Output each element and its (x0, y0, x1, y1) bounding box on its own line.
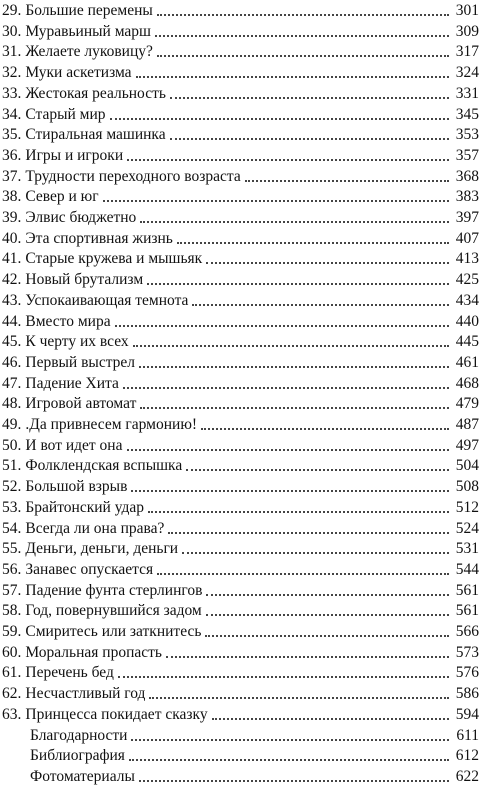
dot-leader (110, 117, 449, 120)
chapter-number: 58. (2, 602, 22, 620)
back-matter-entry (30, 766, 479, 786)
page-number: 413 (455, 250, 479, 268)
chapter-number: 50. (2, 436, 22, 454)
dot-leader (139, 779, 449, 782)
dot-leader (157, 572, 449, 575)
toc-entry (2, 228, 479, 248)
chapter-number: 36. (2, 146, 22, 164)
chapter-number: 62. (2, 685, 22, 703)
chapter-title: И вот идет она (25, 436, 123, 454)
chapter-title: Жестокая реальность (25, 84, 166, 102)
toc-entry (2, 414, 479, 434)
section-title: Библиография (30, 747, 125, 765)
dot-leader (245, 179, 449, 182)
dot-leader (127, 448, 450, 451)
page-number: 445 (455, 333, 479, 351)
chapter-title: Муки аскетизма (25, 64, 132, 82)
chapter-number: 55. (2, 540, 22, 558)
dot-leader (149, 696, 449, 699)
dot-leader (140, 406, 449, 409)
page-number: 434 (455, 291, 479, 309)
dot-leader (115, 324, 449, 327)
dot-leader (103, 199, 449, 202)
page-number: 309 (455, 22, 479, 40)
chapter-number: 30. (2, 22, 22, 40)
page-number: 586 (455, 685, 479, 703)
chapter-number: 42. (2, 271, 22, 289)
page-number: 573 (455, 643, 479, 661)
page-number: 566 (455, 623, 479, 640)
page-number: 301 (455, 2, 479, 19)
page-number: 368 (455, 167, 479, 185)
dot-leader (131, 489, 449, 492)
chapter-number: 60. (2, 643, 22, 661)
toc-entry (2, 559, 479, 579)
chapter-number: 56. (2, 560, 22, 578)
page-number: 479 (455, 395, 479, 413)
chapter-title: Старый мир (25, 105, 106, 123)
chapter-number: 40. (2, 229, 22, 247)
chapter-title: Всегда ли она права? (25, 519, 165, 537)
toc-entry (2, 290, 479, 310)
chapter-title: Трудности переходного возраста (25, 167, 241, 185)
page-number: 531 (455, 540, 479, 558)
chapter-title: Перечень бед (25, 664, 114, 682)
dot-leader (127, 158, 449, 161)
dot-leader (148, 510, 449, 513)
toc-entry (2, 104, 479, 124)
back-matter-entry (30, 745, 479, 765)
chapter-title: Моральная пропасть (25, 643, 162, 661)
toc-entry (2, 642, 479, 662)
toc-entry (2, 435, 479, 455)
toc-entry (2, 207, 479, 227)
chapter-title: Успокаивающая темнота (25, 291, 189, 309)
page-number: 357 (455, 146, 479, 164)
dot-leader (133, 344, 449, 347)
chapter-number: 43. (2, 291, 22, 309)
page-number: 345 (455, 105, 479, 123)
toc-entry (2, 41, 479, 61)
chapter-title: Несчастливый год (25, 685, 146, 703)
toc-entry (2, 21, 479, 41)
toc-entry (2, 497, 479, 517)
chapter-number: 51. (2, 457, 22, 475)
dot-leader (206, 261, 449, 264)
page-number: 622 (455, 767, 479, 785)
chapter-title: Игры и игроки (25, 146, 124, 164)
toc-entry (2, 393, 479, 413)
toc-entry (2, 476, 479, 496)
toc-entry (2, 166, 479, 186)
toc-entry (2, 248, 479, 268)
chapter-number: 49. (2, 416, 22, 433)
toc-entry (2, 331, 479, 351)
page-number: 611 (456, 726, 479, 744)
page-number: 324 (455, 64, 479, 82)
dot-leader (206, 613, 449, 616)
chapter-title: Падение фунта стерлингов (25, 581, 203, 599)
chapter-title: Большие перемены (25, 2, 153, 19)
page-number: 487 (455, 416, 479, 433)
dot-leader (123, 386, 449, 389)
chapter-title: Смиритесь или заткнитесь (25, 623, 202, 640)
page-number: 544 (455, 560, 479, 578)
dot-leader (168, 531, 449, 534)
chapter-title: Первый выстрел (25, 353, 136, 371)
chapter-title: Старые кружева и мышьяк (25, 250, 203, 268)
chapter-number: 32. (2, 64, 22, 82)
dot-leader (186, 468, 449, 471)
chapter-title: Элвис бюджетно (25, 209, 137, 226)
page-number: 397 (455, 209, 479, 226)
toc-entry (2, 145, 479, 165)
dot-leader (131, 738, 449, 741)
toc-entry (2, 683, 479, 703)
dot-leader (157, 13, 449, 16)
page-number: 383 (455, 188, 479, 206)
chapter-title: Брайтонский удар (25, 498, 144, 516)
toc-entry (2, 580, 479, 600)
chapter-title: Эта спортивная жизнь (25, 229, 173, 247)
chapter-number: 46. (2, 353, 22, 371)
chapter-title: Новый брутализм (25, 271, 144, 289)
toc-entry (2, 373, 479, 393)
toc-entry (2, 621, 479, 641)
toc-entry (2, 62, 479, 82)
toc-entry (2, 518, 479, 538)
toc-entry (2, 311, 479, 331)
dot-leader (129, 758, 449, 761)
page-number: 331 (455, 84, 479, 102)
chapter-number: 47. (2, 374, 22, 392)
page-number: 576 (455, 664, 479, 682)
toc-entry (2, 0, 479, 20)
chapter-title: Принцесса покидает сказку (25, 705, 208, 723)
page-number: 612 (455, 747, 479, 765)
chapter-title: Север и юг (25, 188, 99, 206)
chapter-number: 59. (2, 623, 22, 640)
page-number: 425 (455, 271, 479, 289)
dot-leader (136, 75, 449, 78)
chapter-title: Деньги, деньги, деньги (25, 540, 179, 558)
toc-entry (2, 352, 479, 372)
dot-leader (201, 427, 449, 430)
page-number: 440 (455, 312, 479, 330)
chapter-number: 45. (2, 333, 22, 351)
chapter-number: 63. (2, 705, 22, 723)
page-number: 561 (455, 581, 479, 599)
chapter-title: .Да привнесем гармонию! (25, 416, 198, 433)
chapter-title: Падение Хита (25, 374, 119, 392)
page-number: 524 (455, 519, 479, 537)
chapter-number: 54. (2, 519, 22, 537)
page-number: 508 (455, 478, 479, 496)
toc-entry (2, 124, 479, 144)
toc-entry (2, 269, 479, 289)
page-number: 497 (455, 436, 479, 454)
dot-leader (140, 220, 449, 223)
dot-leader (118, 675, 449, 678)
chapter-title: Вместо мира (25, 312, 111, 330)
chapter-number: 53. (2, 498, 22, 516)
page-number: 407 (455, 229, 479, 247)
chapter-title: Желаете луковицу? (25, 43, 153, 61)
dot-leader (157, 54, 449, 57)
section-title: Фотоматериалы (30, 767, 135, 785)
dot-leader (206, 593, 449, 596)
dot-leader (166, 655, 449, 658)
chapter-number: 37. (2, 167, 22, 185)
page-number: 461 (455, 353, 479, 371)
dot-leader (139, 365, 449, 368)
chapter-title: Игровой автомат (25, 395, 137, 413)
chapter-number: 31. (2, 43, 22, 61)
chapter-title: Занавес опускается (25, 560, 154, 578)
back-matter-entry (30, 725, 479, 745)
toc-entry (2, 538, 479, 558)
toc-entry (2, 455, 479, 475)
chapter-title: Муравьиный марш (25, 22, 151, 40)
chapter-number: 34. (2, 105, 22, 123)
chapter-number: 29. (2, 2, 22, 19)
dot-leader (192, 303, 449, 306)
page-number: 512 (455, 498, 479, 516)
toc-entry (2, 600, 479, 620)
page-number: 468 (455, 374, 479, 392)
chapter-number: 44. (2, 312, 22, 330)
page-number: 561 (455, 602, 479, 620)
toc-entry (2, 704, 479, 724)
dot-leader (170, 137, 449, 140)
chapter-number: 52. (2, 478, 22, 496)
dot-leader (212, 717, 449, 720)
chapter-number: 57. (2, 581, 22, 599)
chapter-title: К черту их всех (25, 333, 129, 351)
chapter-number: 61. (2, 664, 22, 682)
chapter-number: 33. (2, 84, 22, 102)
chapter-number: 39. (2, 209, 22, 226)
chapter-number: 35. (2, 126, 22, 144)
chapter-number: 41. (2, 250, 22, 268)
chapter-title: Стиральная машинка (25, 126, 166, 144)
page-number: 594 (455, 705, 479, 723)
dot-leader (155, 34, 449, 37)
chapter-title: Фолклендская вспышка (25, 457, 183, 475)
chapter-number: 38. (2, 188, 22, 206)
dot-leader (205, 634, 449, 637)
dot-leader (182, 551, 449, 554)
dot-leader (170, 96, 449, 99)
dot-leader (147, 282, 449, 285)
page-number: 317 (455, 43, 479, 61)
toc-entry (2, 662, 479, 682)
dot-leader (177, 241, 449, 244)
page-number: 504 (455, 457, 479, 475)
page-number: 353 (455, 126, 479, 144)
toc-entry (2, 186, 479, 206)
chapter-number: 48. (2, 395, 22, 413)
chapter-title: Большой взрыв (25, 478, 128, 496)
toc-entry (2, 83, 479, 103)
chapter-title: Год, повернувшийся задом (25, 602, 202, 620)
section-title: Благодарности (30, 726, 128, 744)
